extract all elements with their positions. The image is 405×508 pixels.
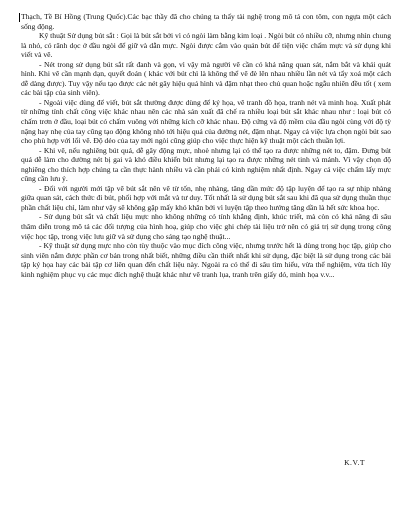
paragraph-beginners: - Đối với người mới tập vẽ bút sắt nên vẽ từ tốn, nhẹ nhàng, tăng dần mức độ tập luyện để tạo ra sự nhịp nhàng giữa quan sát, cách thức đi bút, phối hợp với mắt và tư duy. Tốt nhất là sử dụng bút sắt sau khi đã qua sử dụng thuần thục phần chất liệu chì, làm như vậy sẽ không gặp mấy khó khăn bởi vì luyện tập theo hướng tăng dần là hết sức khoa học. — [21, 183, 391, 212]
paragraph-intro: Thạch, Tề Bí Hồng (Trung Quốc).Các bạc thầy đã cho chúng ta thấy tài nghệ trong mô tả con tôm, con ngựa một cách sống động. — [21, 12, 391, 31]
paragraph-uses: - Ngoài việc dùng để viết, bút sắt thường được dùng để ký họa, vẽ tranh đồ họa, tranh nét và minh hoạ. Xuất phát từ những tính chất công việc khác nhau nên các nhà sản xuất đã chế ra nhiều loại bút sắt khác nhau như : loại bút có chấm trơn ở đầu, loại bút có chấm vuông với những kích cỡ khác nhau. Độ cứng và độ mềm của đầu ngòi cùng với độ tỳ nặng hay nhẹ của tay cũng tạo động không nhỏ tới hiệu quả của đường nét, đậm nhạt. Ngay cả việc lựa chọn ngòi bút sao cho phù hợp với lối vẽ. Độ dẻo của tay mới ngòi cũng giúp cho việc thực hiện kỹ thuật một cách thuần lợi. — [21, 97, 391, 146]
paragraph-angle: - Khi vẽ, nếu nghiêng bút quá, dễ gây động mực, nhoè nhưng lại có thể tạo ra được những nét to, đậm. Đưng bút quá dễ làm cho đường nét bị gai và khó điều khiển bút nhưng lại tạo ra được những nét tinh và mảnh. Vì vậy chọn độ nghiêng cho thích hợp chúng ta cần thực hành nhiều và cần phải có kinh nghiệm nhất định. Ngay cả việc chấm lấy mực cũng cần lưu ý. — [21, 145, 391, 184]
author-signature: K.V.T — [344, 458, 365, 467]
paragraph-ink-technique: - Kỹ thuật sử dụng mực nho còn tùy thuộc vào mục đích công việc, nhưng trước hết là dùng trong học tập, giúp cho sinh viên nắm được phần cơ bản trong nhất biết, những điều cần thiết nhất khi sử dụng, đặc biệt là sử dụng trong các bài tập ký họa hay các bài tập cơ liên quan đến chất liệu này. Ngoài ra có thể đi sâu tìm hiểu, vừa thể nghiệm, vừa tích lũy kinh nghiệm phục vụ các mục đích nghệ thuật khác như vẽ tranh lụa, tranh trên giấy dó, minh họa v.v... — [21, 241, 391, 279]
paragraph-ink: - Sử dụng bút sắt và chất liệu mực nho không những có tính khẳng định, khúc triết, mà còn có khả năng đi sâu thâm diễn trong mô tả các đối tượng của hình hoạ, giúp cho việc ghi chép tài liệu trở nên có giá trị sử dụng trong công việc học tập, trong việc lưu giữ và sử dụng cho sáng tạo nghệ thuật... — [21, 212, 391, 241]
paragraph-technique: Kỹ thuật Sử dụng bút sắt : Gọi là bút sắt bởi vì có ngòi làm bằng kim loại . Ngòi bút có nhiều cỡ, nhưng nhìn chung là nhỏ, có rãnh dọc ở đầu ngòi để giữ và dẫn mực. Ngòi được cắm vào quản bút để tiện việc chấm mực và sử dụng khi viết và vẽ. — [21, 31, 391, 60]
text-cursor — [19, 13, 20, 22]
paragraph-stroke: - Nét trong sử dụng bút sắt rất đanh và gọn, vì vậy mà người vẽ cần có khả năng quan sát, nắm bắt và khái quát hình. Khi vẽ cần mạnh dạn, quyết đoán ( khác với bút chì là không thể vẽ đè lên nhau nhiều lần nét và tẩy xoá một cách dễ dàng được). Tuy vậy nếu tạo được các nét gây hiệu quả hình và đậm nhạt theo chủ quan hoặc ngẫu nhiên đều tốt ( xem các bài tập của sinh viên). — [21, 59, 391, 98]
